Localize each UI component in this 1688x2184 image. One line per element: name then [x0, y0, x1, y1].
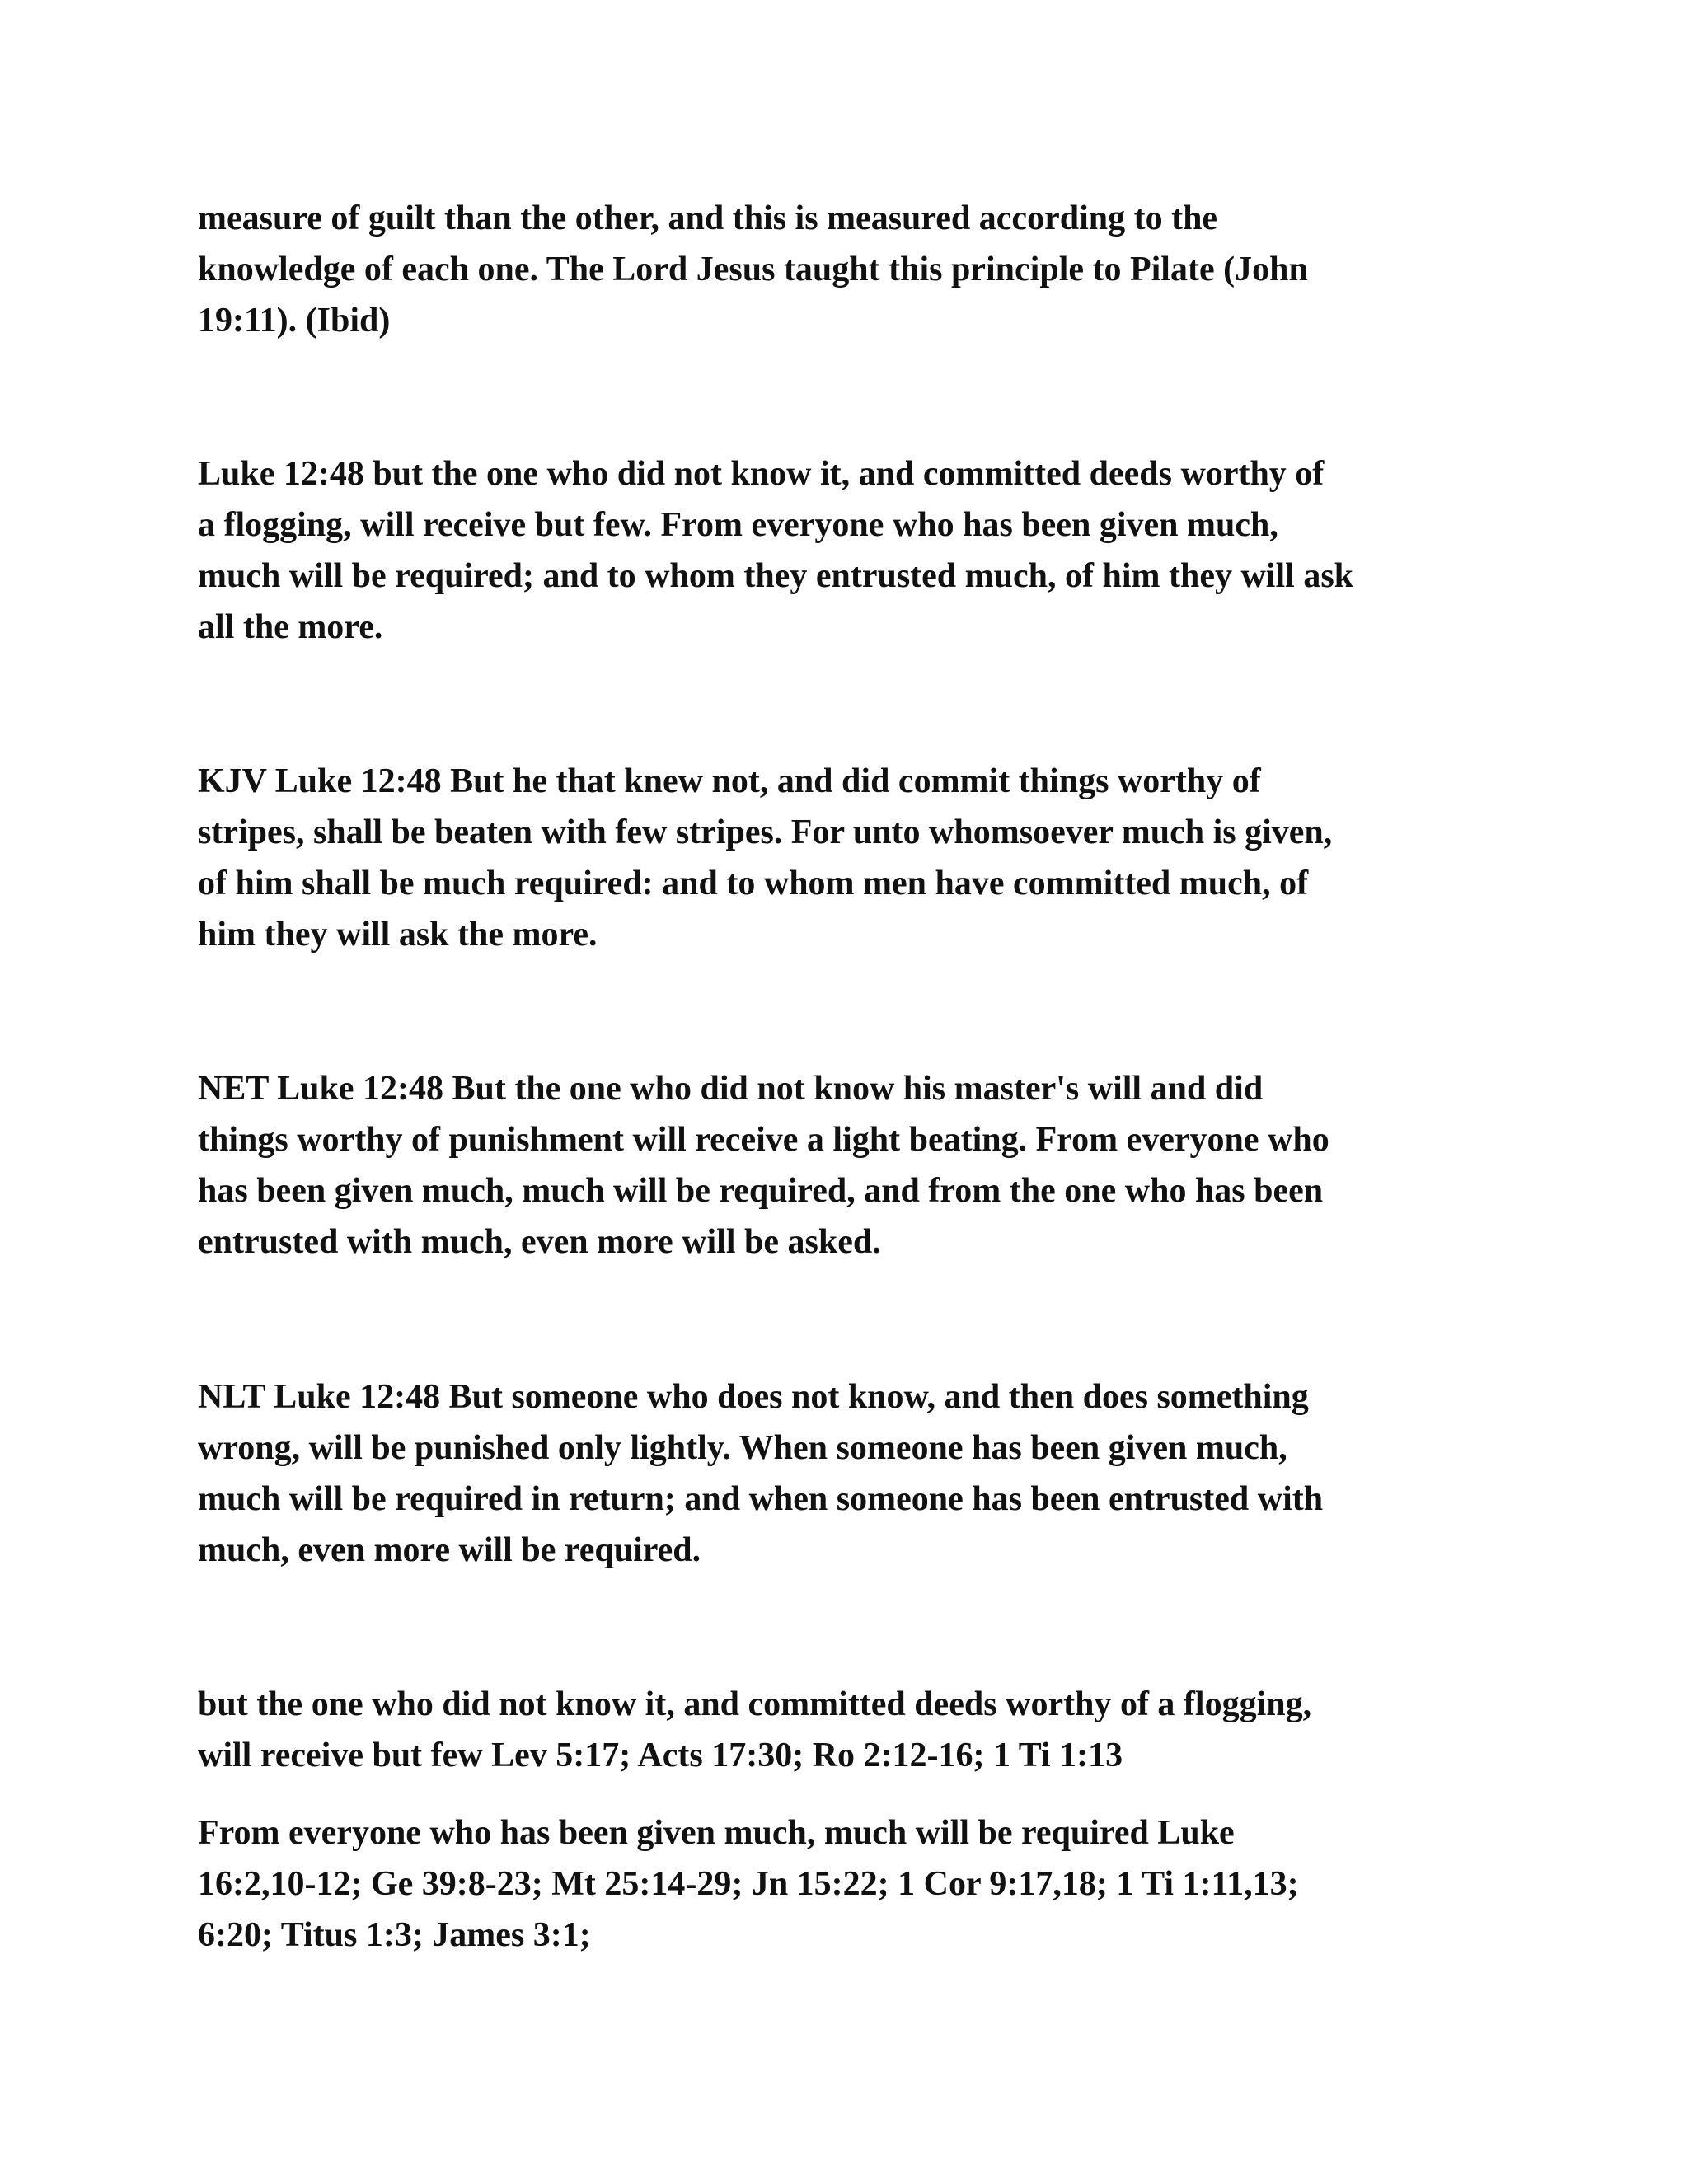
text-line: much will be required; and to whom they entrusted much, of him they will ask: [198, 557, 1354, 595]
text-line: NLT Luke 12:48 But someone who does not know, and then does something: [198, 1378, 1309, 1416]
text-line: much will be required in return; and when someone has been entrusted with: [198, 1480, 1324, 1518]
text-line: stripes, shall be beaten with few stripes. For unto whomsoever much is given,: [198, 813, 1333, 851]
text-line: From everyone who has been given much, much will be required Luke: [198, 1814, 1235, 1852]
text-line: NET Luke 12:48 But the one who did not know his master's will and did: [198, 1070, 1264, 1108]
text-line: 19:11). (Ibid): [198, 302, 391, 340]
text-line: wrong, will be punished only lightly. When someone has been given much,: [198, 1429, 1287, 1467]
text-line: KJV Luke 12:48 But he that knew not, and did commit things worthy of: [198, 762, 1261, 800]
text-line: 16:2,10-12; Ge 39:8-23; Mt 25:14-29; Jn 15:22; 1 Cor 9:17,18; 1 Ti 1:11,13;: [198, 1865, 1299, 1903]
paragraph-cross-ref-2: [198, 1807, 1500, 1961]
text-line: but the one who did not know it, and committed deeds worthy of a flogging,: [198, 1685, 1312, 1723]
text-line: Luke 12:48 but the one who did not know it, and committed deeds worthy of: [198, 455, 1325, 493]
paragraph-kjv-luke-12-48: [198, 756, 1500, 960]
paragraph-net-luke-12-48: [198, 1063, 1500, 1268]
text-line: measure of guilt than the other, and this is measured according to the: [198, 199, 1218, 237]
text-line: entrusted with much, even more will be asked.: [198, 1223, 881, 1261]
text-line: things worthy of punishment will receive a light beating. From everyone who: [198, 1121, 1329, 1159]
text-line: all the more.: [198, 608, 383, 646]
text-line: him they will ask the more.: [198, 916, 598, 954]
paragraph-continuation: [198, 193, 1500, 346]
paragraph-nasb-luke-12-48: [198, 448, 1500, 653]
text-line: of him shall be much required: and to whom men have committed much, of: [198, 865, 1309, 902]
text-line: much, even more will be required.: [198, 1531, 701, 1569]
text-line: 6:20; Titus 1:3; James 3:1;: [198, 1916, 591, 1954]
text-line: has been given much, much will be required, and from the one who has been: [198, 1172, 1324, 1210]
text-line: will receive but few Lev 5:17; Acts 17:30; Ro 2:12-16; 1 Ti 1:13: [198, 1736, 1123, 1774]
paragraph-nlt-luke-12-48: [198, 1371, 1500, 1576]
text-line: a flogging, will receive but few. From everyone who has been given much,: [198, 506, 1278, 544]
text-line: knowledge of each one. The Lord Jesus taught this principle to Pilate (John: [198, 251, 1308, 288]
paragraph-cross-ref-1: [198, 1679, 1500, 1781]
